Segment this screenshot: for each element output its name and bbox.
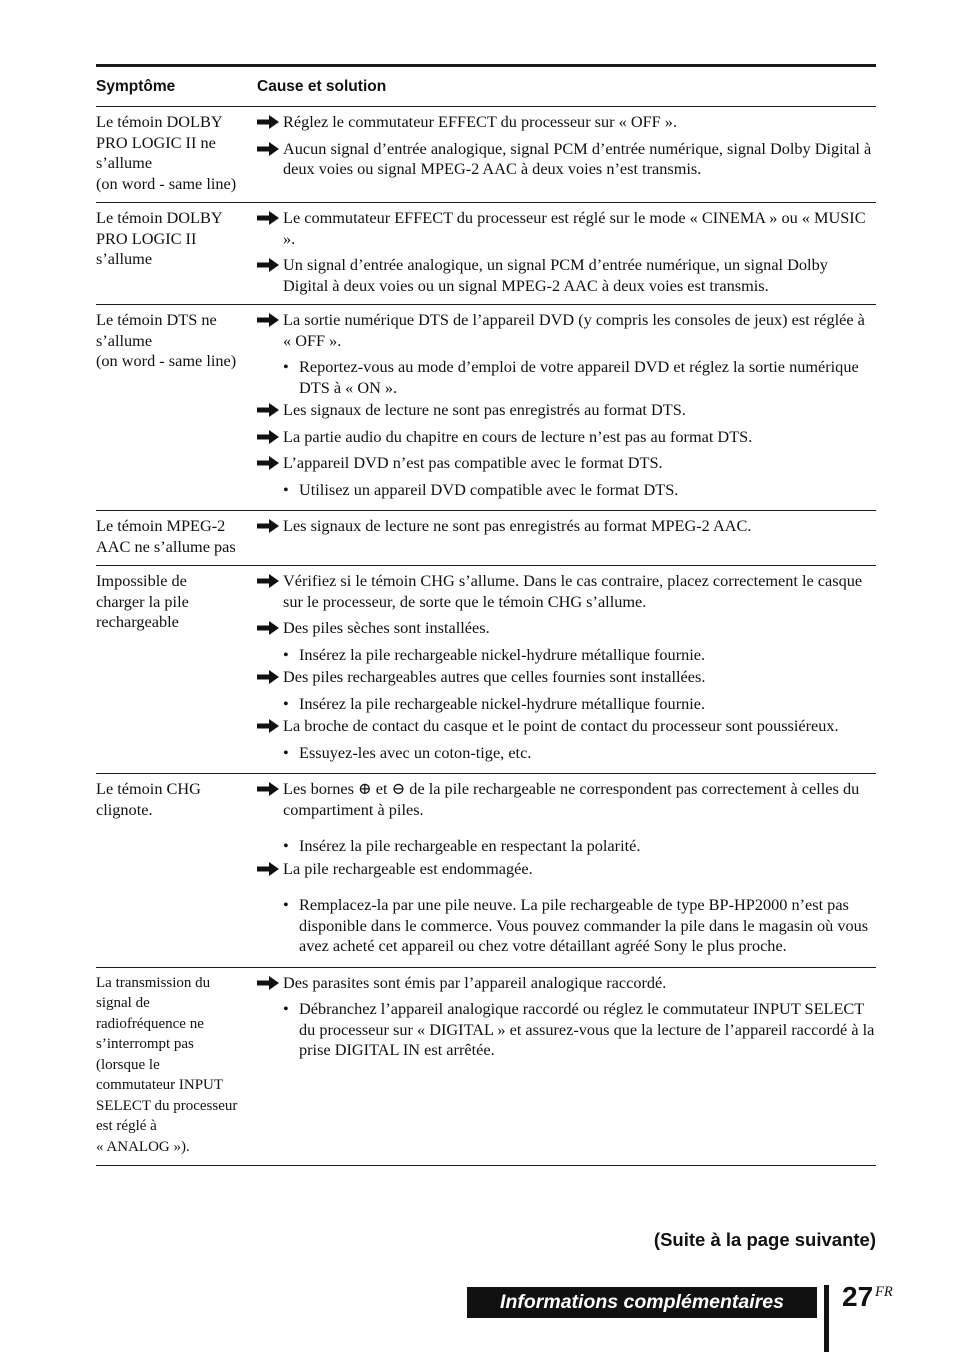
item-text: Le commutateur EFFECT du processeur est réglé sur le mode « CINEMA » ou « MUSIC ». <box>283 208 866 248</box>
item-text: Un signal d’entrée analogique, un signal PCM d’entrée numérique, un signal Dolby Digital à deux voies ou un signal MPEG-2 AAC à deux voies est transmis. <box>283 255 828 295</box>
cause-cell <box>257 571 876 765</box>
item-text: L’appareil DVD n’est pas compatible avec le format DTS. <box>283 453 663 472</box>
item-text: Remplacez-la par une pile neuve. La pile rechargeable de type BP-HP2000 n’est pas disponible dans le commerce. Vous pouvez commander la pile dans le magasin où vous avez acheté cet appareil ou chez votre détaillant agréé Sony le plus proche. <box>299 895 869 955</box>
bullet-dot: • <box>283 357 289 376</box>
solution-bullet <box>257 895 876 957</box>
item-text: Des piles rechargeables autres que celles fournies sont installées. <box>283 667 706 686</box>
symptom-cell: La transmission du signal de radiofréquence ne s’interrompt pas (lorsque le commutateur INPUT SELECT du processeur est réglé à « ANALOG »). <box>96 974 238 1155</box>
cause-item <box>257 779 876 820</box>
solution-bullet <box>257 480 876 501</box>
solution-bullet <box>257 645 876 666</box>
solution-bullet <box>257 743 876 764</box>
section-title: Informations complémentaires <box>500 1291 784 1313</box>
item-text: Insérez la pile rechargeable nickel-hydrure métallique fournie. <box>299 693 706 713</box>
header-cause: Cause et solution <box>257 77 387 95</box>
cause-cell <box>257 112 876 194</box>
cause-item <box>257 667 876 688</box>
symptom-cell: Le témoin CHG clignote. <box>96 779 201 819</box>
bullet-dot: • <box>283 999 289 1018</box>
item-text: La broche de contact du casque et le point de contact du processeur sont poussiéreux. <box>283 716 839 735</box>
item-text: Réglez le commutateur EFFECT du processeur sur « OFF ». <box>283 112 678 131</box>
right-arrow-icon <box>257 255 283 275</box>
spacer <box>257 885 876 893</box>
right-arrow-icon <box>257 139 283 159</box>
cause-item <box>257 716 876 737</box>
table-row <box>96 203 876 305</box>
cause-cell <box>257 973 876 1158</box>
right-arrow-icon <box>257 310 283 330</box>
table-row <box>96 566 876 774</box>
page-edge-bar <box>824 1285 829 1352</box>
item-text: Des parasites sont émis par l’appareil analogique raccordé. <box>283 972 667 992</box>
cause-cell <box>257 516 876 557</box>
right-arrow-icon <box>257 973 283 993</box>
item-text: Aucun signal d’entrée analogique, signal PCM d’entrée numérique, signal Dolby Digital à deux voies ou signal MPEG-2 AAC à deux voies n’est transmis. <box>283 138 872 178</box>
bullet-dot: • <box>283 836 289 855</box>
cause-item <box>257 453 876 474</box>
right-arrow-icon <box>257 516 283 536</box>
item-text: Insérez la pile rechargeable nickel-hydrure métallique fournie. <box>299 644 706 664</box>
cause-item <box>257 516 876 537</box>
cause-cell <box>257 310 876 502</box>
cause-item <box>257 427 876 448</box>
symptom-cell: Le témoin DOLBY PRO LOGIC II ne s’allume (on word - same line) <box>96 112 237 193</box>
table-row <box>96 305 876 511</box>
right-arrow-icon <box>257 667 283 687</box>
solution-bullet <box>257 999 876 1061</box>
right-arrow-icon <box>257 208 283 228</box>
item-text: Vérifiez si le témoin CHG s’allume. Dans le cas contraire, placez correctement le casque sur le processeur, de sorte que le témoin CHG s’allume. <box>283 571 863 611</box>
solution-bullet <box>257 694 876 715</box>
item-text: Les signaux de lecture ne sont pas enregistrés au format DTS. <box>283 400 686 419</box>
table-row <box>96 107 876 203</box>
cause-cell <box>257 208 876 296</box>
item-text: Des piles sèches sont installées. <box>283 618 490 637</box>
symptom-cell: Le témoin MPEG-2 AAC ne s’allume pas <box>96 516 236 556</box>
item-text: Utilisez un appareil DVD compatible avec le format DTS. <box>299 479 679 499</box>
bullet-dot: • <box>283 895 289 914</box>
right-arrow-icon <box>257 112 283 132</box>
item-text: Essuyez-les avec un coton-tige, etc. <box>299 742 532 762</box>
right-arrow-icon <box>257 427 283 447</box>
cause-item <box>257 255 876 296</box>
item-text: La partie audio du chapitre en cours de lecture n’est pas au format DTS. <box>283 426 753 446</box>
continued-note: (Suite à la page suivante) <box>653 1229 876 1250</box>
cause-item <box>257 618 876 639</box>
cause-item <box>257 208 876 249</box>
page-language: FR <box>875 1284 893 1300</box>
right-arrow-icon <box>257 618 283 638</box>
table-row <box>96 511 876 566</box>
cause-item <box>257 571 876 612</box>
symptom-cell: Le témoin DOLBY PRO LOGIC II s’allume <box>96 208 223 268</box>
cause-item <box>257 859 876 880</box>
cause-item <box>257 112 876 133</box>
item-text: Débranchez l’appareil analogique raccordé ou réglez le commutateur INPUT SELECT du processeur sur « DIGITAL » et assurez-vous que la lecture de l’appareil raccordé à la prise DIGITAL IN est arrêtée. <box>299 999 875 1059</box>
item-text: Les bornes ⊕ et ⊖ de la pile rechargeable ne correspondent pas correctement à celles du compartiment à piles. <box>283 779 860 819</box>
right-arrow-icon <box>257 716 283 736</box>
cause-item <box>257 973 876 994</box>
cause-item <box>257 139 876 180</box>
item-text: La sortie numérique DTS de l’appareil DVD (y compris les consoles de jeux) est réglée à « OFF ». <box>283 310 865 350</box>
item-text: Les signaux de lecture ne sont pas enregistrés au format MPEG-2 AAC. <box>283 516 752 535</box>
cause-cell <box>257 779 876 959</box>
right-arrow-icon <box>257 571 283 591</box>
section-title-band <box>467 1287 817 1318</box>
header-symptom: Symptôme <box>96 77 176 95</box>
right-arrow-icon <box>257 859 283 879</box>
item-text: Reportez-vous au mode d’emploi de votre appareil DVD et réglez la sortie numérique DTS à « ON ». <box>299 357 859 397</box>
table-row <box>96 774 876 968</box>
bullet-dot: • <box>283 693 289 713</box>
bullet-dot: • <box>283 742 289 762</box>
right-arrow-icon <box>257 400 283 420</box>
solution-bullet <box>257 836 876 857</box>
troubleshooting-table <box>96 64 876 1166</box>
table-body <box>96 107 876 1166</box>
symptom-cell: Impossible de charger la pile rechargeable <box>96 571 189 631</box>
page-number: 27 <box>842 1281 874 1312</box>
symptom-cell: Le témoin DTS ne s’allume (on word - same line) <box>96 310 237 370</box>
bullet-dot: • <box>283 479 289 499</box>
spacer <box>257 826 876 834</box>
table-header <box>96 67 876 107</box>
right-arrow-icon <box>257 779 283 799</box>
solution-bullet <box>257 357 876 398</box>
bullet-dot: • <box>283 644 289 664</box>
item-text: Insérez la pile rechargeable en respectant la polarité. <box>299 836 641 855</box>
item-text: La pile rechargeable est endommagée. <box>283 858 533 878</box>
cause-item <box>257 400 876 421</box>
table-row <box>96 968 876 1167</box>
cause-item <box>257 310 876 351</box>
right-arrow-icon <box>257 453 283 473</box>
